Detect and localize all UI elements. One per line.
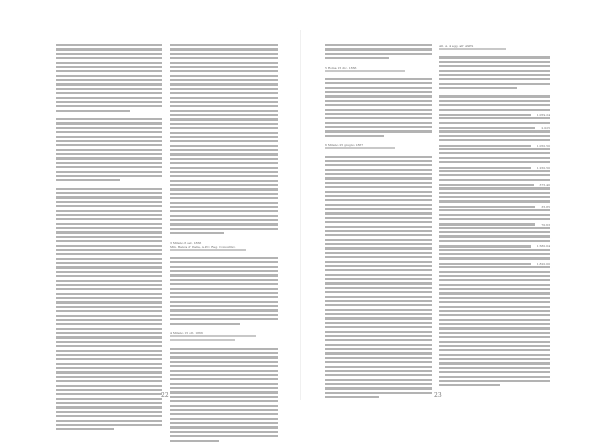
section-subheading-3: Min. Banca d' Italia, A.P.C. Reg. Consultivo [170,244,236,249]
section-heading-4: 4 Milano 15 ott. 1866 [170,330,203,335]
left-page-column-2 [170,44,278,444]
section-heading-3: 3 Milano 6 set. 1866 [170,240,202,245]
left-page [56,44,278,394]
ledger-amount: 1.820.00 [536,261,550,266]
right-page [325,44,550,394]
page-number-right: 23 [434,392,442,399]
right-page-column-2 [439,44,550,389]
ledger-amount: 35.85 [541,205,550,210]
section-heading-6: 6 Milano 25 giugno 1867 [325,143,364,148]
ledger-amount: 375.40 [539,183,550,188]
ledger-amount: 70.63 [541,222,550,227]
right-page-column-1 [325,44,432,401]
ledger-amount: 1.050.50 [536,143,550,148]
ledger-amount: 2.025 [541,126,550,131]
ledger-amount: 1.059.24 [536,113,550,118]
page-gutter [300,30,301,400]
left-page-column-1 [56,44,162,433]
ledger-amount: 1.580.04 [536,244,550,249]
page-number-left: 22 [161,392,169,399]
ledger-amount: 1.250.50 [536,165,550,170]
section-heading-7: All. A. 4 agg. all' ASPS [439,44,474,48]
section-heading-5: 5 Roma 15 dic. 1866 [325,65,357,70]
